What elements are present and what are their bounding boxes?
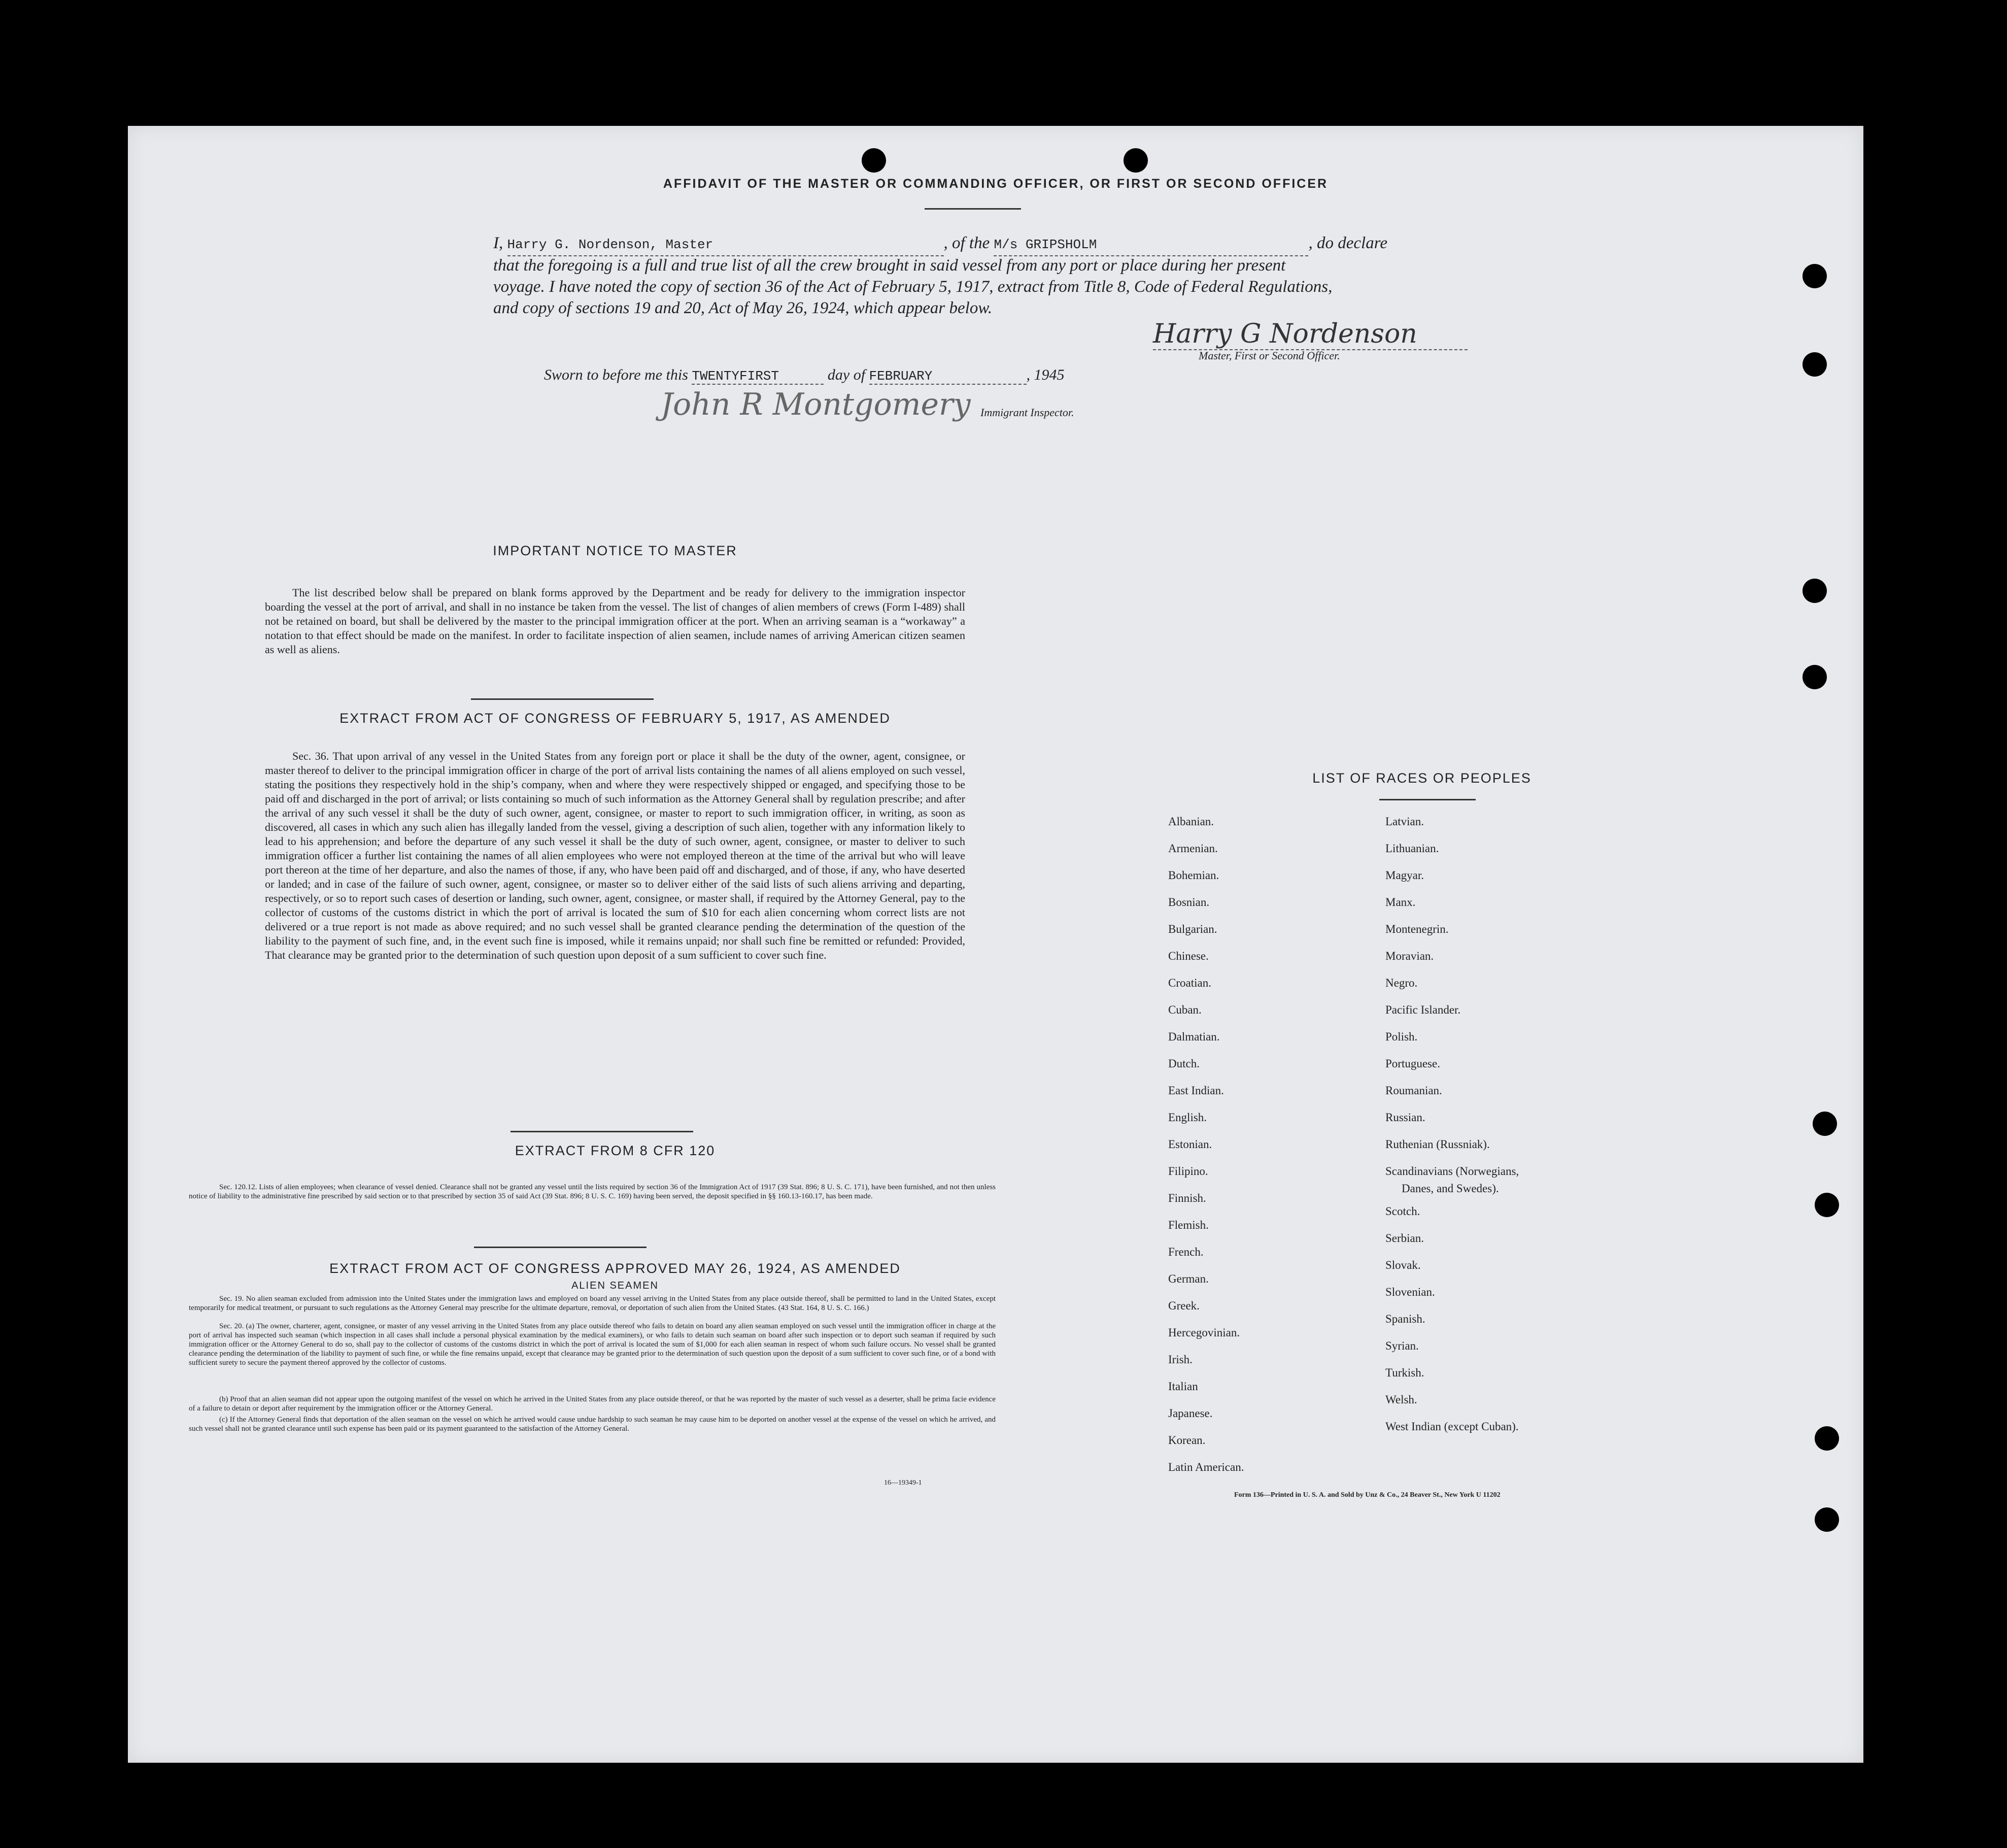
- race-item: Korean.: [1168, 1434, 1206, 1447]
- divider: [474, 1247, 647, 1248]
- race-item: Filipino.: [1168, 1165, 1208, 1178]
- races-title: LIST OF RACES OR PEOPLES: [1312, 770, 1532, 786]
- race-item: English.: [1168, 1111, 1207, 1124]
- act-1917-title: EXTRACT FROM ACT OF CONGRESS OF FEBRUARY 5, 1917, AS AMENDED: [339, 711, 891, 726]
- sworn-month-field: FEBRUARY: [869, 368, 1027, 385]
- cfr-title: EXTRACT FROM 8 CFR 120: [515, 1143, 716, 1158]
- master-name-field: Harry G. Nordenson, Master: [507, 234, 944, 256]
- sworn-day-field: TWENTYFIRST: [692, 368, 824, 385]
- divider: [1379, 799, 1476, 800]
- punch-hole: [1815, 1193, 1839, 1217]
- act-1924-sec20a: Sec. 20. (a) The owner, charterer, agent, consignee, or master of any vessel arriving in the United States from any place outside thereof who fails to detain on board any alien seaman employed on such vessel until the immigration officer in charge at the port of arrival has inspected such seaman (which inspection in all cases shall include a personal physical examination by the medical examiners), or who fails to detain such seaman on board after such inspection or to deport such seaman if required by such immigration officer or the Attorney General to do so, shall pay to the collector of customs of the customs district in which the port of arrival is located the sum of $1,000 for each alien seaman in respect of whom such failure occurs. No vessel shall be granted clearance pending the determination of the liability to payment of such fine, or while the fine remains unpaid, except that clearance may be granted prior to the determination of such question upon the deposit of a sum sufficient to cover such fine, or of a bond with sufficient surety to secure the payment thereof approved by the collector of customs.: [189, 1322, 996, 1367]
- race-item: Manx.: [1385, 896, 1416, 909]
- punch-hole: [1815, 1507, 1839, 1532]
- declaration-line-2: that the foregoing is a full and true list of all the crew brought in said vessel from any port or place during her present: [493, 256, 1286, 275]
- race-item: Negro.: [1385, 977, 1418, 989]
- affidavit-title: AFFIDAVIT OF THE MASTER OR COMMANDING OFFICER, OR FIRST OR SECOND OFFICER: [663, 177, 1329, 191]
- race-item: Chinese.: [1168, 950, 1209, 962]
- punch-hole: [862, 148, 886, 173]
- sworn-year: , 1945: [1026, 366, 1065, 383]
- race-item: Dutch.: [1168, 1057, 1200, 1070]
- act-1917-body: Sec. 36. That upon arrival of any vessel in the United States from any foreign port or place it shall be the duty of the owner, agent, consignee, or master thereof to deliver to the principal immigration officer in charge of the port of arrival lists containing the names of all aliens employed on such vessel, stating the positions they respectively hold in the ship’s company, when and where they were respectively shipped or engaged, and specifying those to be paid off and discharged in the port of arrival; or lists containing so much of such information as the Attorney General shall by regulation prescribe; and after the arrival of any such vessel it shall be the duty of such owner, agent, consignee, or master to report to such immigration officer, in writing, as soon as discovered, all cases in which any such alien has illegally landed from the vessel, giving a description of such alien, together with any information likely to lead to his apprehension; and before the departure of any such vessel it shall be the duty of such owner, agent, consignee, or master to deliver to such immigration officer a further list containing the names of all alien employees who were not employed thereon at the time of the arrival but who will leave port thereon at the time of her departure, and also the names of those, if any, who have been paid off and discharged, and of those, if any, who have deserted or landed; and in case of the failure of such owner, agent, consignee, or master so to deliver either of the said lists of such aliens arriving and departing, respectively, or so to report such cases of desertion or landing, such owner, agent, consignee, or master shall, if required by the Attorney General, pay to the collector of customs of the customs district in which the port of arrival is located the sum of $10 for each alien concerning whom correct lists are not delivered or a true report is not made as above required; and no such vessel shall be granted clearance pending the determination of the question of the liability to the payment of such fine, and, in the event such fine is imposed, while it remains unpaid; nor shall such fine be remitted or refunded: Provided, That clearance may be granted prior to the determination of such question upon deposit of a sum sufficient to cover such fine.: [265, 750, 965, 961]
- race-item: Latin American.: [1168, 1461, 1244, 1473]
- punch-hole: [1802, 264, 1827, 288]
- race-item: German.: [1168, 1272, 1209, 1285]
- race-item: Latvian.: [1385, 815, 1424, 828]
- punch-hole: [1815, 1426, 1839, 1451]
- inspector-label: Immigrant Inspector.: [980, 406, 1074, 419]
- race-item: East Indian.: [1168, 1084, 1224, 1097]
- race-item: Syrian.: [1385, 1339, 1419, 1352]
- race-item: Slovenian.: [1385, 1286, 1435, 1298]
- sworn-line: [544, 366, 1065, 385]
- race-item: Danes, and Swedes).: [1402, 1182, 1499, 1195]
- declaration-line-1: [493, 232, 1457, 256]
- sworn-prefix: Sworn to before me this: [544, 366, 688, 383]
- race-item: Montenegrin.: [1385, 923, 1449, 935]
- race-item: Cuban.: [1168, 1003, 1202, 1016]
- act-1924-sec20b: (b) Proof that an alien seaman did not appear upon the outgoing manifest of the vessel on which he arrived in the United States from any place outside thereof, or that he was reported by the master of such vessel as a deserter, shall be prima facie evidence of a failure to detain or deport after requirement by the immigration officer or the Attorney General.: [189, 1395, 996, 1413]
- act-1924-sec19: Sec. 19. No alien seaman excluded from admission into the United States under the immigration laws and employed on board any vessel arriving in the United States from any place outside thereof, shall be permitted to land in the United States, except temporarily for medical treatment, or pursuant to such regulations as the Attorney General may prescribe for the ultimate departure, removal, or deportation of such alien from the United States. (43 Stat. 164, 8 U. S. C. 166.): [189, 1295, 996, 1312]
- master-signature: Harry G Nordenson: [1153, 319, 1468, 350]
- declaration-line-4: and copy of sections 19 and 20, Act of May 26, 1924, which appear below.: [493, 299, 993, 317]
- race-item: Bosnian.: [1168, 896, 1210, 909]
- divider: [925, 208, 1021, 210]
- race-item: Turkish.: [1385, 1366, 1424, 1379]
- divider: [471, 698, 654, 700]
- race-item: Ruthenian (Russniak).: [1385, 1138, 1490, 1151]
- notice-body: The list described below shall be prepared on blank forms approved by the Department and be ready for delivery to the immigration inspector boarding the vessel at the port of arrival, and shall in no instance be taken from the vessel. The list of changes of alien members of crews (Form I-489) shall not be retained on board, but shall be delivered by the master to the principal immigration officer at the port. When an arriving seaman is a “workaway” a notation to that effect should be made on the manifest. In order to facilitate inspection of alien seamen, include names of arriving American citizen seamen as well as aliens.: [265, 586, 965, 656]
- race-item: Albanian.: [1168, 815, 1214, 828]
- race-item: Bulgarian.: [1168, 923, 1217, 935]
- notice-title: IMPORTANT NOTICE TO MASTER: [493, 543, 737, 558]
- declaration-line-3: voyage. I have noted the copy of section 36 of the Act of February 5, 1917, extract from Title 8, Code of Federal Regulations,: [493, 278, 1333, 296]
- declaration-of-the: , of the: [943, 234, 990, 252]
- document-page: [128, 126, 1863, 1763]
- race-item: Roumanian.: [1385, 1084, 1442, 1097]
- punch-hole: [1802, 579, 1827, 603]
- vessel-name-field: M/s GRIPSHOLM: [994, 234, 1308, 256]
- race-item: Welsh.: [1385, 1393, 1417, 1406]
- act-1924-code: 16—19349-1: [884, 1479, 922, 1487]
- race-item: Armenian.: [1168, 842, 1218, 855]
- punch-hole: [1124, 148, 1148, 173]
- race-item: Croatian.: [1168, 977, 1211, 989]
- race-item: Polish.: [1385, 1030, 1418, 1043]
- race-item: Bohemian.: [1168, 869, 1219, 882]
- race-item: Finnish.: [1168, 1192, 1206, 1204]
- race-item: Estonian.: [1168, 1138, 1212, 1151]
- race-item: Scotch.: [1385, 1205, 1420, 1218]
- punch-hole: [1813, 1112, 1837, 1136]
- punch-hole: [1802, 665, 1827, 689]
- race-item: Magyar.: [1385, 869, 1424, 882]
- race-item: French.: [1168, 1246, 1204, 1258]
- act-1924-title: EXTRACT FROM ACT OF CONGRESS APPROVED MAY 26, 1924, AS AMENDED: [329, 1261, 901, 1276]
- race-item: Japanese.: [1168, 1407, 1213, 1420]
- punch-hole: [1802, 352, 1827, 377]
- act-1924-subtitle: ALIEN SEAMEN: [571, 1280, 659, 1291]
- cfr-body: Sec. 120.12. Lists of alien employees; when clearance of vessel denied. Clearance shall not be granted any vessel until the lists required by section 36 of the Immigration Act of 1917 (39 Stat. 896; 8 U. S. C. 171), have been furnished, and not then unless notice of liability to the administrative fine prescribed by said section or to that prescribed by section 35 of said Act (39 Stat. 896; 8 U. S. C. 169) having been served, the deposit specified in §§ 160.13-160.17, has been made.: [189, 1183, 996, 1200]
- race-item: Spanish.: [1385, 1313, 1425, 1325]
- race-item: Russian.: [1385, 1111, 1425, 1124]
- master-signature-label: Master, First or Second Officer.: [1199, 349, 1340, 362]
- sworn-day-of: day of: [827, 366, 866, 383]
- declaration-do-declare: , do declare: [1308, 234, 1387, 252]
- race-item: Italian: [1168, 1380, 1198, 1393]
- race-item: Scandinavians (Norwegians,: [1385, 1165, 1519, 1178]
- race-item: Greek.: [1168, 1299, 1200, 1312]
- divider: [511, 1131, 693, 1132]
- race-item: Lithuanian.: [1385, 842, 1439, 855]
- race-item: Flemish.: [1168, 1219, 1209, 1231]
- race-item: Pacific Islander.: [1385, 1003, 1461, 1016]
- race-item: Irish.: [1168, 1353, 1193, 1366]
- race-item: Dalmatian.: [1168, 1030, 1220, 1043]
- race-item: Slovak.: [1385, 1259, 1421, 1271]
- race-item: West Indian (except Cuban).: [1385, 1420, 1519, 1433]
- inspector-signature: John R Montgomery: [661, 387, 971, 422]
- act-1924-sec20c: (c) If the Attorney General finds that deportation of the alien seaman on the vessel on which he arrived would cause undue hardship to such seaman he may cause him to be deported on another vessel at the expense of the vessel on which he arrived, and such vessel shall not be granted clearance until such expense has been paid or its payment guaranteed to the satisfaction of the Attorney General.: [189, 1416, 996, 1433]
- race-item: Moravian.: [1385, 950, 1434, 962]
- race-item: Hercegovinian.: [1168, 1326, 1240, 1339]
- race-item: Portuguese.: [1385, 1057, 1440, 1070]
- form-footer: Form 136—Printed in U. S. A. and Sold by Unz & Co., 24 Beaver St., New York U 11202: [1234, 1491, 1501, 1499]
- race-item: Serbian.: [1385, 1232, 1424, 1245]
- declaration-i: I,: [493, 234, 503, 252]
